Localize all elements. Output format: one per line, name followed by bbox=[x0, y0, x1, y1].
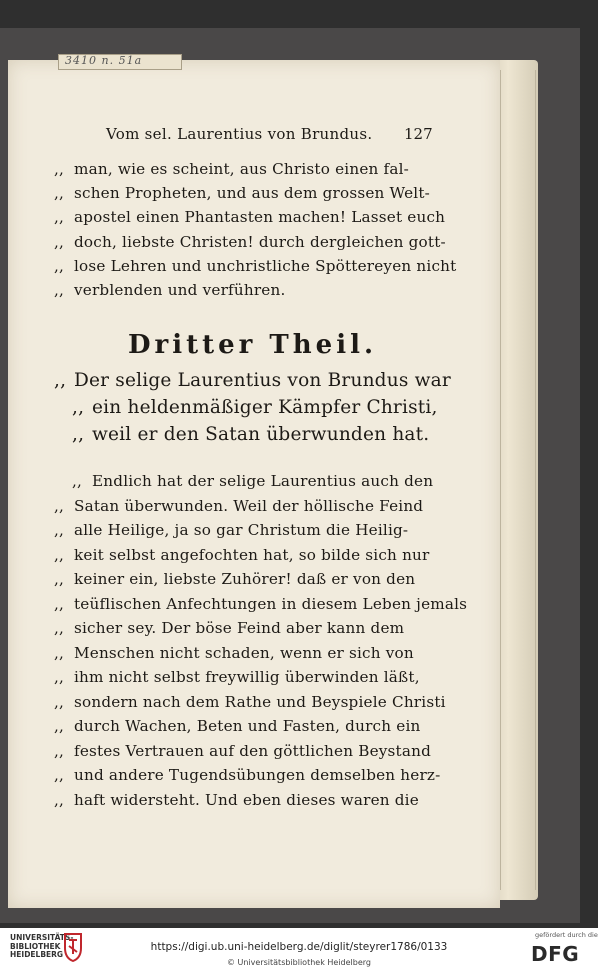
quote-mark: ,, bbox=[54, 184, 65, 203]
quote-mark: ,, bbox=[54, 208, 65, 227]
line-text: haft widersteht. Und eben dieses waren die bbox=[74, 790, 419, 809]
text-line bbox=[72, 424, 429, 445]
line-text: Satan überwunden. Weil der höllische Feind bbox=[74, 496, 424, 515]
quote-mark: ,, bbox=[54, 521, 65, 539]
quote-mark: ,, bbox=[54, 643, 65, 662]
line-text: Endlich hat der selige Laurentius auch den bbox=[92, 472, 434, 490]
quote-mark: ,, bbox=[54, 281, 65, 299]
text-line bbox=[54, 668, 420, 686]
quote-mark: ,, bbox=[54, 741, 65, 760]
quote-mark: ,, bbox=[54, 160, 65, 178]
line-text: keit selbst angefochten hat, so bilde sich nur bbox=[74, 545, 430, 564]
line-text: man, wie es scheint, aus Christo einen fal- bbox=[74, 160, 409, 178]
line-text: weil er den Satan überwunden hat. bbox=[92, 424, 430, 445]
document-url-link[interactable]: https://digi.ub.uni-heidelberg.de/diglit/steyrer1786/0133 bbox=[150, 941, 448, 953]
line-text: verblenden und verführen. bbox=[74, 281, 286, 299]
text-line bbox=[54, 644, 414, 662]
dfg-logo: DFG bbox=[531, 942, 580, 966]
text-line bbox=[54, 766, 440, 784]
text-line bbox=[54, 717, 420, 735]
quote-mark: ,, bbox=[54, 232, 65, 251]
line-text: festes Vertrauen auf den göttlichen Beystand bbox=[74, 741, 431, 760]
text-line bbox=[54, 257, 456, 275]
text-line bbox=[54, 281, 285, 299]
text-line bbox=[54, 233, 446, 251]
line-text: alle Heilige, ja so gar Christum die Heilig- bbox=[74, 521, 409, 539]
quote-mark: ,, bbox=[54, 496, 65, 515]
quote-mark: ,, bbox=[54, 570, 65, 588]
library-line-1: UNIVERSITÄTS- bbox=[10, 933, 74, 942]
line-text: sicher sey. Der böse Feind aber kann dem bbox=[74, 619, 405, 637]
line-text: lose Lehren und unchristliche Spöttereyen nicht bbox=[74, 256, 457, 275]
text-line bbox=[54, 370, 451, 391]
library-line-3: HEIDELBERG bbox=[10, 950, 64, 959]
line-text: ein heldenmäßiger Kämpfer Christi, bbox=[92, 397, 438, 418]
line-text: und andere Tugendsübungen demselben herz- bbox=[74, 766, 441, 784]
text-line bbox=[54, 570, 415, 588]
page-number: 127 bbox=[404, 125, 433, 143]
quote-mark: ,, bbox=[54, 370, 67, 391]
quote-mark: ,, bbox=[54, 692, 65, 711]
text-line bbox=[54, 160, 409, 178]
line-text: ihm nicht selbst freywillig überwinden läßt, bbox=[74, 668, 420, 686]
text-line bbox=[72, 472, 433, 490]
page-edges-inner bbox=[500, 70, 536, 890]
text-line bbox=[72, 397, 438, 418]
quote-mark: ,, bbox=[54, 717, 65, 735]
quote-mark: ,, bbox=[72, 424, 85, 445]
page-text bbox=[8, 60, 500, 908]
running-header: Vom sel. Laurentius von Brundus. bbox=[106, 125, 373, 143]
text-line bbox=[54, 208, 445, 226]
quote-mark: ,, bbox=[54, 594, 65, 613]
quote-mark: ,, bbox=[54, 256, 65, 275]
section-title: Dritter Theil. bbox=[128, 330, 378, 360]
text-line bbox=[54, 791, 419, 809]
quote-mark: ,, bbox=[54, 619, 65, 637]
line-text: Menschen nicht schaden, wenn er sich von bbox=[74, 643, 414, 662]
shelfmark-text: 3410 n. 51a bbox=[65, 54, 143, 67]
text-line bbox=[54, 693, 446, 711]
quote-mark: ,, bbox=[54, 668, 65, 686]
quote-mark: ,, bbox=[54, 545, 65, 564]
text-line bbox=[54, 497, 423, 515]
line-text: schen Propheten, und aus dem grossen Welt- bbox=[74, 184, 430, 203]
text-line bbox=[54, 184, 430, 202]
quote-mark: ,, bbox=[72, 397, 85, 418]
shelfmark-label bbox=[58, 54, 182, 70]
line-text: keiner ein, liebste Zuhörer! daß er von den bbox=[74, 570, 416, 588]
text-line bbox=[54, 595, 467, 613]
line-text: apostel einen Phantasten machen! Lasset euch bbox=[74, 208, 446, 227]
quote-mark: ,, bbox=[54, 766, 65, 784]
quote-mark: ,, bbox=[72, 472, 83, 490]
line-text: durch Wachen, Beten und Fasten, durch ein bbox=[74, 717, 421, 735]
line-text: sondern nach dem Rathe und Beyspiele Christi bbox=[74, 692, 446, 711]
quote-mark: ,, bbox=[54, 790, 65, 809]
text-line bbox=[54, 742, 431, 760]
library-line-2: BIBLIOTHEK bbox=[10, 941, 61, 951]
text-line bbox=[54, 521, 408, 539]
line-text: teüflischen Anfechtungen in diesem Leben jemals bbox=[74, 594, 468, 613]
line-text: doch, liebste Christen! durch dergleichen gott- bbox=[74, 232, 446, 251]
funding-note: gefördert durch die bbox=[535, 931, 598, 939]
text-line bbox=[54, 619, 404, 637]
text-line bbox=[54, 546, 430, 564]
copyright-notice: © Universitätsbibliothek Heidelberg bbox=[226, 958, 371, 967]
book-page bbox=[8, 60, 500, 908]
line-text: Der selige Laurentius von Brundus war bbox=[74, 370, 451, 391]
